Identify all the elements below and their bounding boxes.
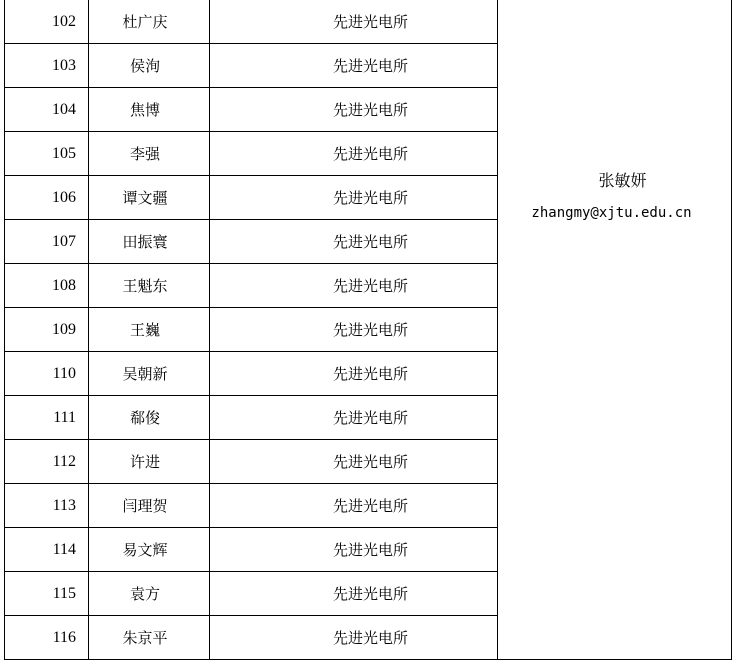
row-number: 108 [5,264,89,308]
institute-name: 先进光电所 [210,0,498,44]
person-name: 吴朝新 [89,352,210,396]
institute-name: 先进光电所 [210,264,498,308]
row-number: 114 [5,528,89,572]
institute-name: 先进光电所 [210,88,498,132]
institute-name: 先进光电所 [210,220,498,264]
person-name: 焦博 [89,88,210,132]
person-name: 许进 [89,440,210,484]
row-number: 103 [5,44,89,88]
contact-email: zhangmy@xjtu.edu.cn [531,205,692,221]
institute-name: 先进光电所 [210,352,498,396]
row-number: 110 [5,352,89,396]
person-name: 闫理贺 [89,484,210,528]
row-number: 105 [5,132,89,176]
row-number: 104 [5,88,89,132]
person-name: 李强 [89,132,210,176]
row-number: 115 [5,572,89,616]
institute-name: 先进光电所 [210,132,498,176]
contact-name: 张敏妍 [598,171,647,190]
row-number: 112 [5,440,89,484]
row-number: 111 [5,396,89,440]
person-name: 谭文疆 [89,176,210,220]
institute-name: 先进光电所 [210,440,498,484]
row-number: 106 [5,176,89,220]
institute-name: 先进光电所 [210,484,498,528]
person-name: 田振寰 [89,220,210,264]
institute-name: 先进光电所 [210,572,498,616]
table-row [5,0,732,44]
institute-name: 先进光电所 [210,528,498,572]
person-name: 朱京平 [89,616,210,660]
person-name: 杜广庆 [89,0,210,44]
roster-table [4,0,732,660]
row-number: 116 [5,616,89,660]
person-name: 王巍 [89,308,210,352]
row-number: 113 [5,484,89,528]
institute-name: 先进光电所 [210,396,498,440]
contact-cell [498,0,732,660]
institute-name: 先进光电所 [210,616,498,660]
person-name: 侯洵 [89,44,210,88]
institute-name: 先进光电所 [210,176,498,220]
row-number: 107 [5,220,89,264]
person-name: 王魁东 [89,264,210,308]
row-number: 102 [5,0,89,44]
institute-name: 先进光电所 [210,308,498,352]
institute-name: 先进光电所 [210,44,498,88]
person-name: 袁方 [89,572,210,616]
person-name: 易文辉 [89,528,210,572]
person-name: 郗俊 [89,396,210,440]
row-number: 109 [5,308,89,352]
roster-body [5,0,732,660]
